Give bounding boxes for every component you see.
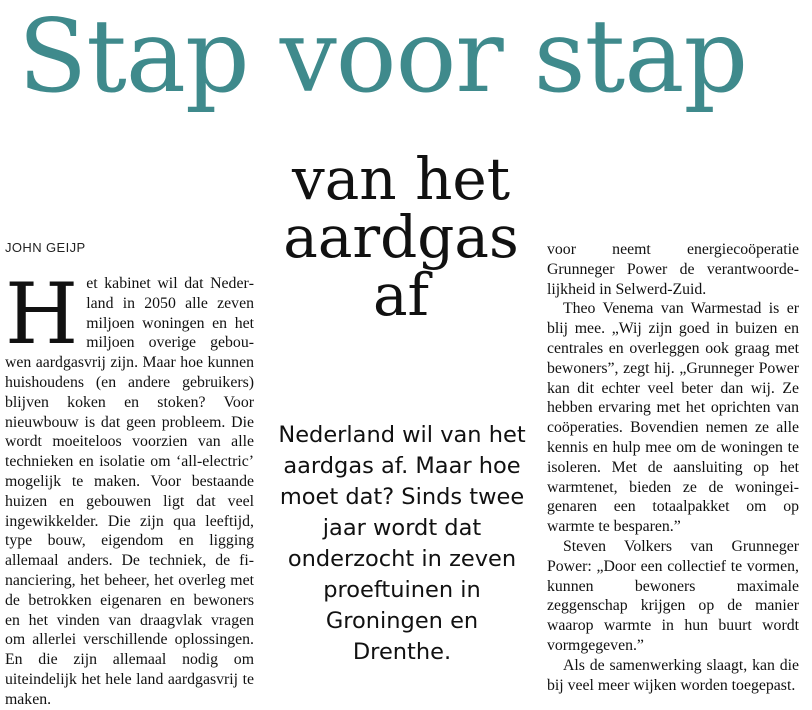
paragraph: Theo Venema van Warmestad is er blij mee. „Wij zijn goed in buizen en centrales en overleggen ook graag met bewoners”, zegt hij. „Grunneger Power kan dit echter veel beter dan wij. Ze hebben ervaring met het oprichten van coöperaties. Bovendien nemen ze alle kennis en hulp mee om de woningen te isoleren. Met de aansluiting op het warmtenet, bieden ze de woningeigenaren een totaalpakket om op warmte te besparen.”: [547, 300, 799, 536]
headline: Stap voor stap: [18, 0, 748, 115]
lead-paragraph: Nederland wil van het aardgas af. Maar hoe moet dat? Sinds twee jaar wordt dat onderzocht in zeven proeftuinen in Groningen en Drenthe.: [278, 422, 526, 665]
author-byline: JOHN GEIJP: [5, 240, 86, 255]
drop-cap: H: [5, 265, 79, 363]
paragraph: voor neemt energiecoöperatie Grunneger Power de verantwoordelijkheid in Selwerd-Zuid.: [547, 241, 799, 298]
opening-paragraph-text: et kabinet wil dat Nederland in 2050 alle zeven miljoen woningen en het miljoen overige gebouwen aardgasvrij zijn. Maar hoe kunnen huishoudens (en andere gebruikers) blijven koken en stoken? Voor nieuwbouw is dat geen probleem. Die wordt moeiteloos voorzien van alle technieken en isolatie om ‘all-electric’ mogelijk te maken. Voor bestaande huizen en gebouwen ligt dat veel ingewikkelder. Die zijn qua leeftijd, type bouw, eigendom en ligging allemaal anders. De techniek, de financiering, het beheer, het overleg met de betrokken eigenaren en bewoners en het vinden van draagvlak vragen om allerlei verschillende oplossingen. En die zijn allemaal nodig om uiteindelijk het hele land aardgasvrij te maken.: [5, 275, 254, 708]
article-column-left: [5, 265, 254, 710]
paragraph: Steven Volkers van Grunneger Power: „Door een collectief te vormen, kunnen bewoners maximale zeggenschap krijgen op de manier waarop warmte in hun buurt wordt vormgegeven.”: [547, 537, 799, 654]
opening-paragraph: [5, 265, 254, 710]
paragraph: Als de samenwerking slaagt, kan die bij veel meer wijken worden toegepast.: [547, 656, 799, 694]
article-column-right: [547, 240, 799, 695]
subheadline: van het aardgas af: [283, 145, 519, 329]
